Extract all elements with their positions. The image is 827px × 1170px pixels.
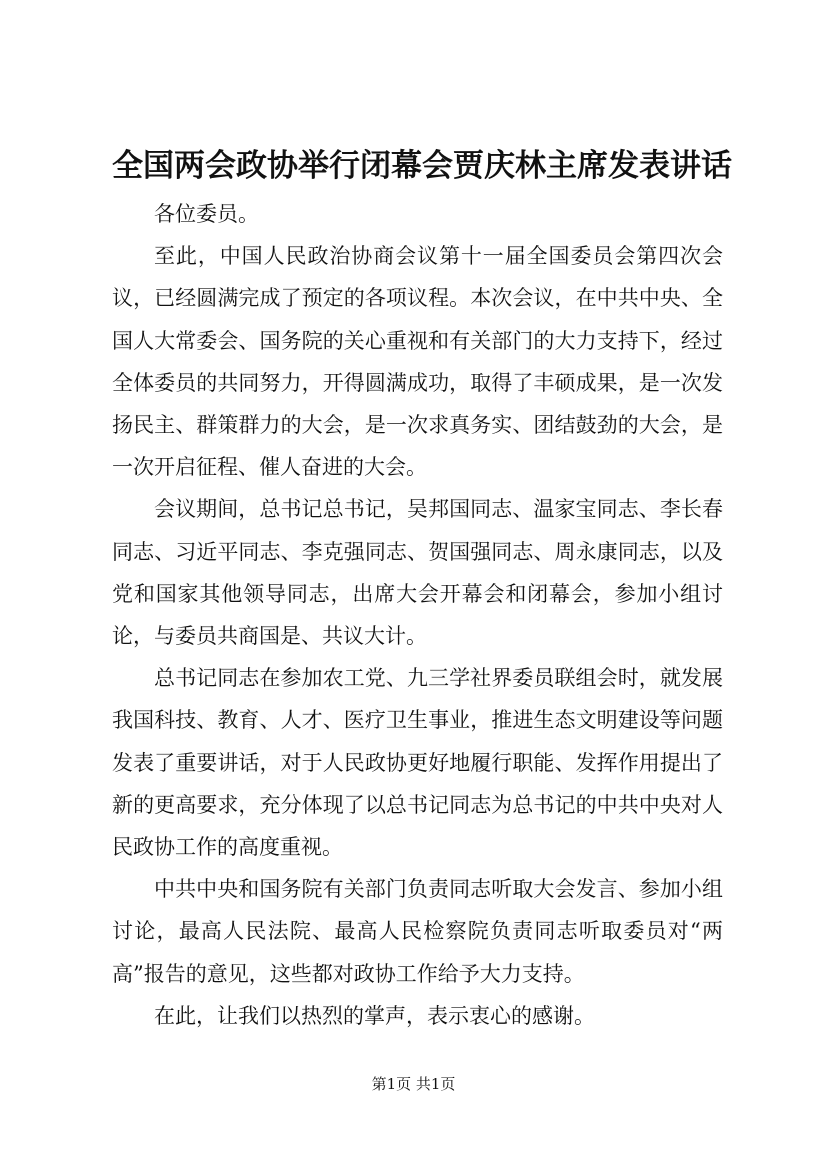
paragraph-department-support: 中共中央和国务院有关部门负责同志听取大会发言、参加小组讨论，最高人民法院、最高人民检察院负责同志听取委员对“两高”报告的意见，这些都对政协工作给予大力支持。 (112, 877, 723, 986)
paragraph-leaders-attendance: 会议期间，总书记总书记，吴邦国同志、温家宝同志、李长春同志、习近平同志、李克强同志、贺国强同志、周永康同志，以及党和国家其他领导同志，出席大会开幕会和闭幕会，参加小组讨论，与委员共商国是、共议大计。 (112, 497, 723, 649)
document-body (112, 193, 723, 1037)
paragraph-thanks: 在此，让我们以热烈的掌声，表示衷心的感谢。 (154, 1003, 595, 1028)
paragraph-greeting: 各位委员。 (154, 202, 259, 226)
paragraph-important-speech: 总书记同志在参加农工党、九三学社界委员联组会时，就发展我国科技、教育、人才、医疗卫生事业，推进生态文明建设等问题发表了重要讲话，对于人民政协更好地履行职能、发挥作用提出了新的更高要求，充分体现了以总书记同志为总书记的中共中央对人民政协工作的高度重视。 (112, 666, 723, 860)
paragraph-meeting-summary: 至此，中国人民政治协商会议第十一届全国委员会第四次会议，已经圆满完成了预定的各项议程。本次会议，在中共中央、全国人大常委会、国务院的关心重视和有关部门的大力支持下，经过全体委员的共同努力，开得圆满成功，取得了丰硕成果，是一次发扬民主、群策群力的大会，是一次求真务实、团结鼓劲的大会，是一次开启征程、催人奋进的大会。 (112, 244, 723, 480)
document-title: 全国两会政协举行闭幕会贾庆林主席发表讲话 (112, 148, 732, 184)
page-number-footer: 第1页 共1页 (371, 1075, 456, 1093)
